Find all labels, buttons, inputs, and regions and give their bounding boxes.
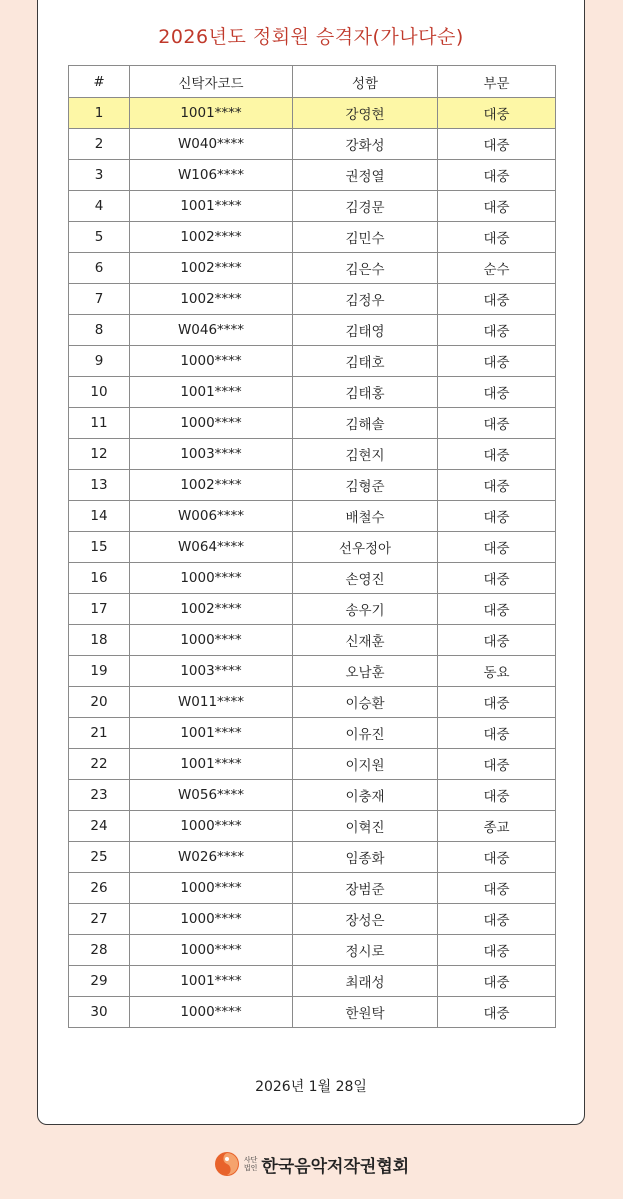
table-header-row <box>69 66 556 98</box>
trustee-code-cell: 1000**** <box>130 563 293 594</box>
row-number-cell: 19 <box>69 656 130 687</box>
trustee-code-cell: 1001**** <box>130 718 293 749</box>
table-row <box>69 532 556 563</box>
header-number: # <box>69 66 130 98</box>
trustee-code-cell: W006**** <box>130 501 293 532</box>
trustee-code-cell: 1000**** <box>130 873 293 904</box>
trustee-code-cell: 1000**** <box>130 935 293 966</box>
table-row <box>69 625 556 656</box>
category-cell: 대중 <box>438 160 556 191</box>
member-name-cell: 김태호 <box>293 346 438 377</box>
trustee-code-cell: W064**** <box>130 532 293 563</box>
row-number-cell: 9 <box>69 346 130 377</box>
category-cell: 대중 <box>438 346 556 377</box>
member-name-cell: 이유진 <box>293 718 438 749</box>
member-name-cell: 김태영 <box>293 315 438 346</box>
category-cell: 동요 <box>438 656 556 687</box>
row-number-cell: 6 <box>69 253 130 284</box>
row-number-cell: 28 <box>69 935 130 966</box>
member-name-cell: 임종화 <box>293 842 438 873</box>
trustee-code-cell: 1001**** <box>130 749 293 780</box>
table-row <box>69 687 556 718</box>
member-name-cell: 김해솔 <box>293 408 438 439</box>
category-cell: 대중 <box>438 129 556 160</box>
category-cell: 대중 <box>438 904 556 935</box>
trustee-code-cell: 1001**** <box>130 191 293 222</box>
member-name-cell: 송우기 <box>293 594 438 625</box>
table-row <box>69 842 556 873</box>
header-category: 부문 <box>438 66 556 98</box>
table-row <box>69 904 556 935</box>
member-name-cell: 강영현 <box>293 98 438 129</box>
row-number-cell: 10 <box>69 377 130 408</box>
org-name: 한국음악저작권협회 <box>261 1156 410 1177</box>
row-number-cell: 11 <box>69 408 130 439</box>
trustee-code-cell: 1000**** <box>130 997 293 1028</box>
category-cell: 대중 <box>438 408 556 439</box>
trustee-code-cell: 1002**** <box>130 470 293 501</box>
trustee-code-cell: 1002**** <box>130 253 293 284</box>
page-title: 2026년도 정회원 승격자(가나다순) <box>158 26 464 48</box>
category-cell: 대중 <box>438 315 556 346</box>
table-row <box>69 98 556 129</box>
notice-card <box>37 0 585 1125</box>
row-number-cell: 17 <box>69 594 130 625</box>
category-cell: 대중 <box>438 532 556 563</box>
row-number-cell: 25 <box>69 842 130 873</box>
member-name-cell: 이혁진 <box>293 811 438 842</box>
category-cell: 대중 <box>438 191 556 222</box>
table-row <box>69 594 556 625</box>
table-row <box>69 129 556 160</box>
table-row <box>69 718 556 749</box>
row-number-cell: 4 <box>69 191 130 222</box>
trustee-code-cell: W040**** <box>130 129 293 160</box>
row-number-cell: 22 <box>69 749 130 780</box>
org-prefix <box>244 1156 258 1172</box>
category-cell: 대중 <box>438 687 556 718</box>
row-number-cell: 23 <box>69 780 130 811</box>
member-name-cell: 정시로 <box>293 935 438 966</box>
row-number-cell: 29 <box>69 966 130 997</box>
trustee-code-cell: W011**** <box>130 687 293 718</box>
table-row <box>69 160 556 191</box>
org-prefix-line2: 법인 <box>243 1164 258 1172</box>
category-cell: 대중 <box>438 842 556 873</box>
table-row <box>69 966 556 997</box>
member-name-cell: 김정우 <box>293 284 438 315</box>
trustee-code-cell: 1003**** <box>130 439 293 470</box>
member-name-cell: 신재훈 <box>293 625 438 656</box>
trustee-code-cell: 1001**** <box>130 377 293 408</box>
table-row <box>69 656 556 687</box>
category-cell: 대중 <box>438 749 556 780</box>
row-number-cell: 16 <box>69 563 130 594</box>
member-name-cell: 선우정아 <box>293 532 438 563</box>
trustee-code-cell: 1000**** <box>130 346 293 377</box>
member-table <box>68 65 556 1028</box>
member-name-cell: 김민수 <box>293 222 438 253</box>
member-name-cell: 장성은 <box>293 904 438 935</box>
table-row <box>69 811 556 842</box>
row-number-cell: 3 <box>69 160 130 191</box>
row-number-cell: 8 <box>69 315 130 346</box>
member-name-cell: 오남훈 <box>293 656 438 687</box>
org-prefix-line1: 사단 <box>243 1156 258 1164</box>
table-row <box>69 222 556 253</box>
member-name-cell: 김경문 <box>293 191 438 222</box>
row-number-cell: 20 <box>69 687 130 718</box>
row-number-cell: 12 <box>69 439 130 470</box>
member-name-cell: 이충재 <box>293 780 438 811</box>
trustee-code-cell: W026**** <box>130 842 293 873</box>
table-row <box>69 470 556 501</box>
row-number-cell: 27 <box>69 904 130 935</box>
row-number-cell: 18 <box>69 625 130 656</box>
category-cell: 대중 <box>438 222 556 253</box>
category-cell: 대중 <box>438 935 556 966</box>
member-name-cell: 이지원 <box>293 749 438 780</box>
row-number-cell: 2 <box>69 129 130 160</box>
category-cell: 대중 <box>438 997 556 1028</box>
category-cell: 대중 <box>438 780 556 811</box>
member-name-cell: 권정열 <box>293 160 438 191</box>
table-row <box>69 346 556 377</box>
member-name-cell: 장범준 <box>293 873 438 904</box>
row-number-cell: 21 <box>69 718 130 749</box>
table-row <box>69 563 556 594</box>
category-cell: 대중 <box>438 966 556 997</box>
table-row <box>69 315 556 346</box>
header-code: 신탁자코드 <box>130 66 293 98</box>
table-row <box>69 191 556 222</box>
member-name-cell: 한원탁 <box>293 997 438 1028</box>
row-number-cell: 15 <box>69 532 130 563</box>
category-cell: 대중 <box>438 470 556 501</box>
member-name-cell: 김은수 <box>293 253 438 284</box>
trustee-code-cell: 1001**** <box>130 966 293 997</box>
row-number-cell: 1 <box>69 98 130 129</box>
table-row <box>69 873 556 904</box>
trustee-code-cell: 1003**** <box>130 656 293 687</box>
row-number-cell: 24 <box>69 811 130 842</box>
table-row <box>69 749 556 780</box>
trustee-code-cell: 1002**** <box>130 594 293 625</box>
trustee-code-cell: 1000**** <box>130 811 293 842</box>
row-number-cell: 7 <box>69 284 130 315</box>
table-row <box>69 253 556 284</box>
member-name-cell: 배철수 <box>293 501 438 532</box>
table-row <box>69 284 556 315</box>
category-cell: 대중 <box>438 284 556 315</box>
trustee-code-cell: 1000**** <box>130 904 293 935</box>
row-number-cell: 5 <box>69 222 130 253</box>
member-name-cell: 이승환 <box>293 687 438 718</box>
category-cell: 대중 <box>438 594 556 625</box>
category-cell: 대중 <box>438 718 556 749</box>
trustee-code-cell: 1001**** <box>130 98 293 129</box>
member-name-cell: 강화성 <box>293 129 438 160</box>
category-cell: 대중 <box>438 439 556 470</box>
member-name-cell: 최래성 <box>293 966 438 997</box>
category-cell: 대중 <box>438 501 556 532</box>
row-number-cell: 26 <box>69 873 130 904</box>
trustee-code-cell: W106**** <box>130 160 293 191</box>
category-cell: 대중 <box>438 873 556 904</box>
table-row <box>69 501 556 532</box>
trustee-code-cell: W056**** <box>130 780 293 811</box>
category-cell: 대중 <box>438 563 556 594</box>
table-row <box>69 780 556 811</box>
header-name: 성함 <box>293 66 438 98</box>
row-number-cell: 14 <box>69 501 130 532</box>
trustee-code-cell: 1002**** <box>130 222 293 253</box>
category-cell: 종교 <box>438 811 556 842</box>
table-row <box>69 377 556 408</box>
announcement-date: 2026년 1월 28일 <box>255 1079 367 1095</box>
trustee-code-cell: 1002**** <box>130 284 293 315</box>
member-name-cell: 김태홍 <box>293 377 438 408</box>
table-row <box>69 935 556 966</box>
table-row <box>69 408 556 439</box>
member-name-cell: 손영진 <box>293 563 438 594</box>
trustee-code-cell: 1000**** <box>130 408 293 439</box>
trustee-code-cell: 1000**** <box>130 625 293 656</box>
footer <box>0 1148 623 1180</box>
member-name-cell: 김형준 <box>293 470 438 501</box>
row-number-cell: 30 <box>69 997 130 1028</box>
trustee-code-cell: W046**** <box>130 315 293 346</box>
member-name-cell: 김현지 <box>293 439 438 470</box>
table-row <box>69 997 556 1028</box>
category-cell: 대중 <box>438 377 556 408</box>
category-cell: 대중 <box>438 625 556 656</box>
row-number-cell: 13 <box>69 470 130 501</box>
kmca-logo-icon <box>214 1151 240 1177</box>
category-cell: 순수 <box>438 253 556 284</box>
table-row <box>69 439 556 470</box>
category-cell: 대중 <box>438 98 556 129</box>
